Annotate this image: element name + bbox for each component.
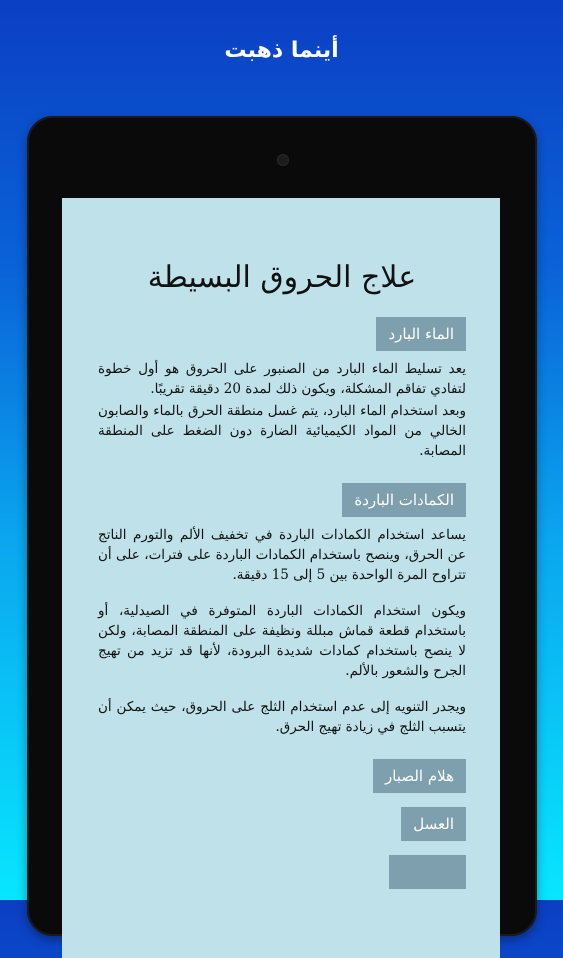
paragraph: وبعد استخدام الماء البارد، يتم غسل منطقة الحرق بالماء والصابون الخالي من المواد الكيميائية الضارة دون الضغط على المنطقة المصابة. (98, 403, 466, 459)
article-title: علاج الحروق البسيطة (147, 260, 417, 295)
tablet-frame (27, 116, 537, 936)
paragraph: يعد تسليط الماء البارد من الصنبور على الحروق هو أول خطوة لتفادي تفاقم المشكلة، ويكون ذلك لمدة 20 دقيقة تقريبًا. (98, 361, 466, 397)
section-heading-cold-water[interactable]: الماء البارد (376, 317, 466, 351)
paragraph: ويجدر التنويه إلى عدم استخدام الثلج على الحروق، حيث يمكن أن يتسبب الثلج في زيادة تهيج الحرق. (98, 699, 466, 735)
paragraph: ويكون استخدام الكمادات الباردة المتوفرة في الصيدلية، أو باستخدام قطعة قماش مبللة ونظيفة على المنطقة المصابة، ولكن لا ينصح باستخدام كمادات شديدة البرودة، لأنها قد تزيد من تهيج الجرح والشعور بالألم. (98, 603, 466, 679)
section-heading-cold-compress[interactable]: الكمادات الباردة (342, 483, 466, 517)
tablet-screen[interactable] (62, 198, 500, 958)
app-title: أينما ذهبت (224, 38, 339, 63)
section-heading-honey[interactable]: العسل (401, 807, 466, 841)
paragraph: يساعد استخدام الكمادات الباردة في تخفيف الألم والتورم الناتج عن الحرق، وينصح باستخدام الكمادات الباردة على فترات، على أن تتراوح المرة الواحدة بين 5 إلى 15 دقيقة. (98, 527, 466, 583)
camera-icon (277, 154, 289, 166)
article-content (62, 260, 500, 897)
section-heading-partial[interactable] (389, 855, 466, 889)
section-heading-aloe-vera[interactable]: هلام الصبار (373, 759, 466, 793)
